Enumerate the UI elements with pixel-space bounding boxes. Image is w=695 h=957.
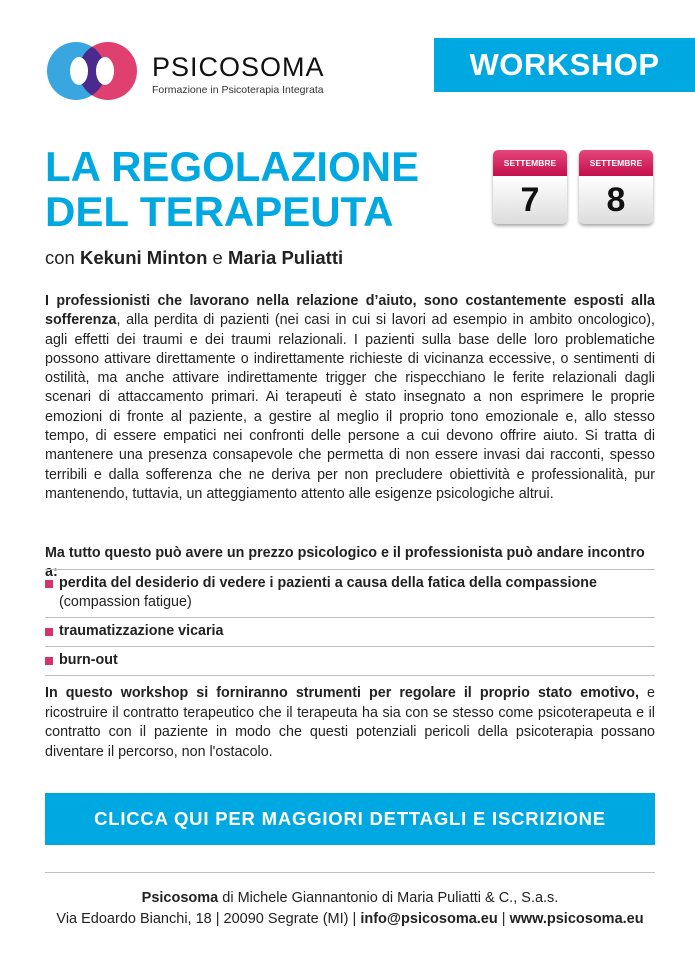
closing-bold: In questo workshop si forniranno strumenti per regolare il proprio stato emotivo, <box>45 685 639 701</box>
closing-paragraph <box>45 684 655 762</box>
footer-separator: | <box>497 911 510 927</box>
footer-company <box>45 890 655 906</box>
authors-prefix: con <box>45 247 75 268</box>
calendar-date-1 <box>493 150 567 224</box>
brand-tagline: Formazione in Psicoterapia Integrata <box>152 84 324 96</box>
authors-conj: e <box>212 247 223 268</box>
risks-lead: Ma tutto questo può avere un prezzo psicologico e il professionista può andare incontro a: <box>45 545 645 580</box>
footer-contacts <box>45 911 655 927</box>
authors-line <box>45 247 343 269</box>
risks-list <box>45 569 655 676</box>
intro-text: , alla perdita di pazienti (nei casi in cui si lavori ad esempio in ambito oncologico), agli effetti dei traumi e dei traumi relazionali. I pazienti sulla base delle loro problematiche possono attivare direttamente o indirettamente richieste di vicinanza eccessive, o sentimenti di ostilità, ma anche attivare indirettamente trigger che rispecchiano le ferite relazionali dagli scenari di attaccamento primari. Ai terapeuti è stato insegnato a non esprimere le proprie emozioni di fronte al paziente, a gestire al meglio il proprio tono emozionale e, allo stesso tempo, di essere empatici nei confronti delle persone a cui devono offrire aiuto. Si tratta di mantenere una presenza consapevole che permetta di non essere invasi dai racconti, spesso terribili e dalla sofferenza che ne deriva per non precludere obiettività e professionalità, pur mantenendo, tuttavia, un atteggiamento attento alle esigenze psicologiche altrui. <box>45 312 655 502</box>
intro-paragraph <box>45 292 655 504</box>
footer-address: Via Edoardo Bianchi, 18 | 20090 Segrate (MI) | <box>56 911 361 927</box>
closing-text: e ricostruire il contratto terapeutico che il terapeuta ha sia con se stesso come psicoterapeuta e il contratto con il paziente in modo che questi potenziali pericoli della psicoterapia possano diventare il percorso, non l'ostacolo. <box>45 685 655 760</box>
author-1: Kekuni Minton <box>79 247 208 268</box>
workshop-title <box>45 144 475 234</box>
risk-label: burn-out <box>59 652 118 668</box>
title-line-1: LA REGOLAZIONE <box>45 143 420 190</box>
calendar-date-2 <box>579 150 653 224</box>
author-2: Maria Puliatti <box>227 247 344 268</box>
brand-name: PSICOSOMA <box>152 52 325 82</box>
calendar-day: 7 <box>493 176 567 224</box>
intro-bold: I professionisti che lavorano nella relazione d’aiuto, sono costantemente esposti alla sofferenza <box>45 293 655 329</box>
calendar-day: 8 <box>579 176 653 224</box>
risk-label: perdita del desiderio di vedere i pazienti a causa della fatica della compassione <box>59 575 597 591</box>
list-item <box>45 617 655 646</box>
workshop-badge: WORKSHOP <box>434 38 695 92</box>
square-bullet-icon <box>45 580 53 588</box>
details-signup-button[interactable]: CLICCA QUI PER MAGGIORI DETTAGLI E ISCRIZIONE <box>45 793 655 845</box>
risk-note: (compassion fatigue) <box>59 594 192 610</box>
list-item <box>45 646 655 676</box>
square-bullet-icon <box>45 628 53 636</box>
footer-company-name: Psicosoma <box>141 890 219 906</box>
calendar-month: SETTEMBRE <box>579 150 653 176</box>
footer-website-link[interactable]: www.psicosoma.eu <box>509 911 644 927</box>
list-item <box>45 569 655 617</box>
calendar-month: SETTEMBRE <box>493 150 567 176</box>
risk-label: traumatizzazione vicaria <box>59 623 224 639</box>
footer-divider <box>45 872 655 873</box>
footer-company-details: di Michele Giannantonio di Maria Puliatti & C., S.a.s. <box>218 890 559 906</box>
title-line-2: DEL TERAPEUTA <box>45 188 394 235</box>
footer-email-link[interactable]: info@psicosoma.eu <box>360 911 498 927</box>
psicosoma-logo-icon <box>46 36 138 106</box>
square-bullet-icon <box>45 657 53 665</box>
psicosoma-logo[interactable] <box>46 36 326 106</box>
